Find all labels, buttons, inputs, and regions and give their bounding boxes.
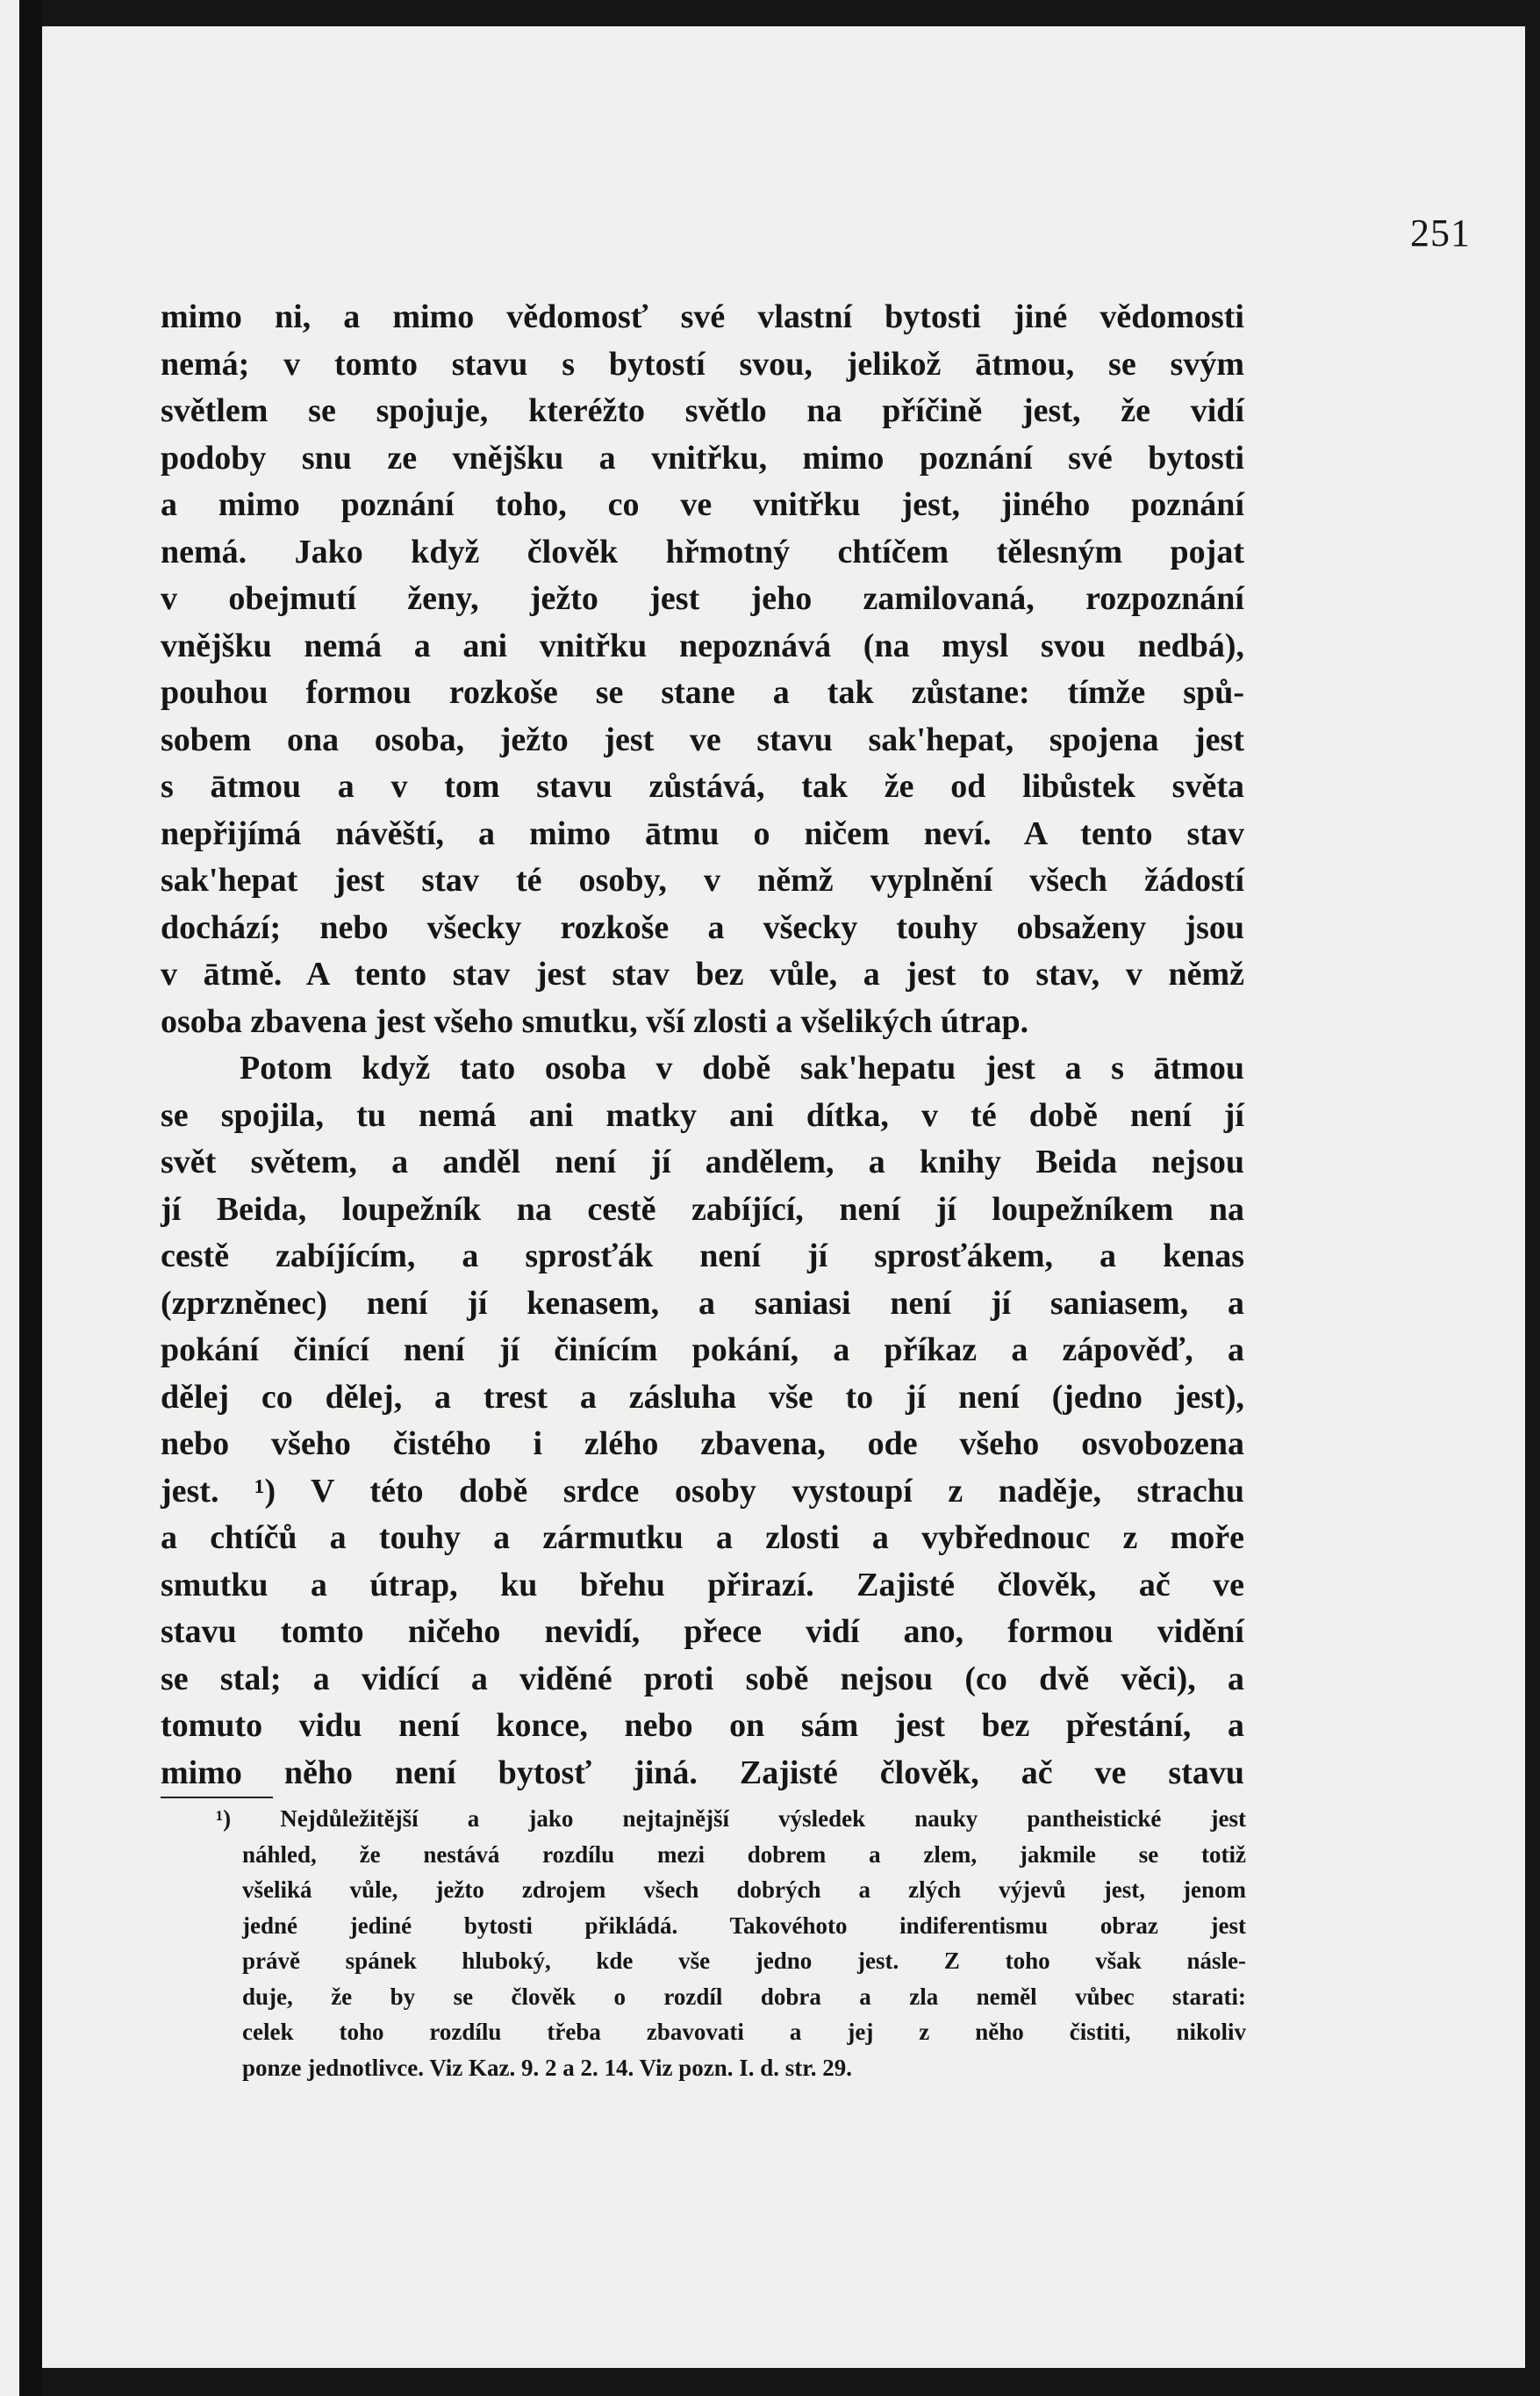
text-line: a chtíčů a touhy a zármutku a zlosti a vybřednouc z moře	[161, 1519, 1244, 1556]
text-line: sak'hepat jest stav té osoby, v němž vyplnění všech žádostí	[161, 862, 1244, 899]
text-line: mimo něho není bytosť jiná. Zajisté člověk, ač ve stavu	[161, 1754, 1244, 1791]
text-line: nemá. Jako když člověk hřmotný chtíčem tělesným pojat	[161, 533, 1244, 570]
page-number: 251	[1410, 212, 1471, 255]
text-line: pouhou formou rozkoše se stane a tak zůstane: tímže spů-	[161, 674, 1244, 711]
text-line: smutku a útrap, ku břehu přirazí. Zajisté člověk, ač ve	[161, 1566, 1244, 1603]
footnote-line: jedné jediné bytosti přikládá. Takovéhoto indiferentismu obraz jest	[242, 1912, 1246, 1939]
text-line: svět světem, a anděl není jí andělem, a knihy Beida nejsou	[161, 1144, 1244, 1180]
paragraph-1	[161, 294, 1244, 1045]
text-line: se stal; a vidící a viděné proti sobě nejsou (co dvě věci), a	[161, 1660, 1244, 1697]
footnote-line: ponze jednotlivce. Viz Kaz. 9. 2 a 2. 14. Viz pozn. I. d. str. 29.	[242, 2054, 852, 2081]
text-line: (zprzněnec) není jí kenasem, a saniasi není jí saniasem, a	[161, 1284, 1244, 1322]
footnote-rule	[161, 1797, 273, 1798]
text-line: jest. ¹) V této době srdce osoby vystoupí z naděje, strachu	[161, 1472, 1244, 1510]
text-line: tomuto vidu není konce, nebo on sám jest bez přestání, a	[161, 1707, 1244, 1744]
adjacent-page-edge	[0, 0, 19, 2396]
text-line: sobem ona osoba, ježto jest ve stavu sak'hepat, spojena jest	[161, 721, 1244, 758]
text-line: Potom když tato osoba v době sak'hepatu jest a s ātmou	[240, 1050, 1244, 1087]
text-line: jí Beida, loupežník na cestě zabíjící, není jí loupežníkem na	[161, 1190, 1244, 1228]
footnote-line: všeliká vůle, ježto zdrojem všech dobrých a zlých výjevů jest, jenom	[242, 1876, 1246, 1903]
text-line: stavu tomto ničeho nevidí, přece vidí ano, formou vidění	[161, 1613, 1244, 1650]
text-line: osoba zbavena jest všeho smutku, vší zlosti a všelikých útrap.	[161, 1002, 1029, 1040]
text-line: světlem se spojuje, kteréžto světlo na příčině jest, že vidí	[161, 392, 1244, 429]
text-line: podoby snu ze vnějšku a vnitřku, mimo poznání své bytosti	[161, 439, 1244, 477]
text-line: cestě zabíjícím, a sprosťák není jí sprosťákem, a kenas	[161, 1237, 1244, 1274]
text-line: a mimo poznání toho, co ve vnitřku jest, jiného poznání	[161, 486, 1244, 523]
text-line: v obejmutí ženy, ježto jest jeho zamilovaná, rozpoznání	[161, 580, 1244, 617]
body-text	[161, 294, 1244, 1797]
text-line: pokání činící není jí činícím pokání, a příkaz a zápověď, a	[161, 1331, 1244, 1368]
gutter-shadow	[19, 0, 42, 2396]
text-line: dělej co dělej, a trest a zásluha vše to jí není (jedno jest),	[161, 1378, 1244, 1416]
footnote-line: duje, že by se člověk o rozdíl dobra a zla neměl vůbec starati:	[242, 1983, 1246, 2010]
text-line: nemá; v tomto stavu s bytostí svou, jelikož ātmou, se svým	[161, 345, 1244, 383]
text-line: vnějšku nemá a ani vnitřku nepoznává (na mysl svou nedbá),	[161, 627, 1244, 664]
text-line: nebo všeho čistého i zlého zbavena, ode všeho osvobozena	[161, 1425, 1244, 1462]
footnote-line: právě spánek hluboký, kde vše jedno jest. Z toho však násle-	[242, 1948, 1246, 1974]
text-line: mimo ni, a mimo vědomosť své vlastní bytosti jiné vědomosti	[161, 298, 1244, 335]
text-line: s ātmou a v tom stavu zůstává, tak že od libůstek světa	[161, 768, 1244, 805]
text-line: nepřijímá návěští, a mimo ātmu o ničem neví. A tento stav	[161, 814, 1244, 852]
text-line: v ātmě. A tento stav jest stav bez vůle, a jest to stav, v němž	[161, 956, 1244, 993]
footnote	[216, 1801, 1246, 2085]
text-line: dochází; nebo všecky rozkoše a všecky touhy obsaženy jsou	[161, 908, 1244, 946]
footnote-line: náhled, že nestává rozdílu mezi dobrem a zlem, jakmile se totiž	[242, 1840, 1246, 1868]
footnote-line: ¹) Nejdůležitější a jako nejtajnější výsledek nauky pantheistické jest	[216, 1805, 1246, 1832]
paragraph-2	[161, 1045, 1244, 1797]
footnote-line: celek toho rozdílu třeba zbavovati a jej z něho čistiti, nikoliv	[242, 2019, 1246, 2045]
text-line: se spojila, tu nemá ani matky ani dítka, v té době není jí	[161, 1096, 1244, 1134]
